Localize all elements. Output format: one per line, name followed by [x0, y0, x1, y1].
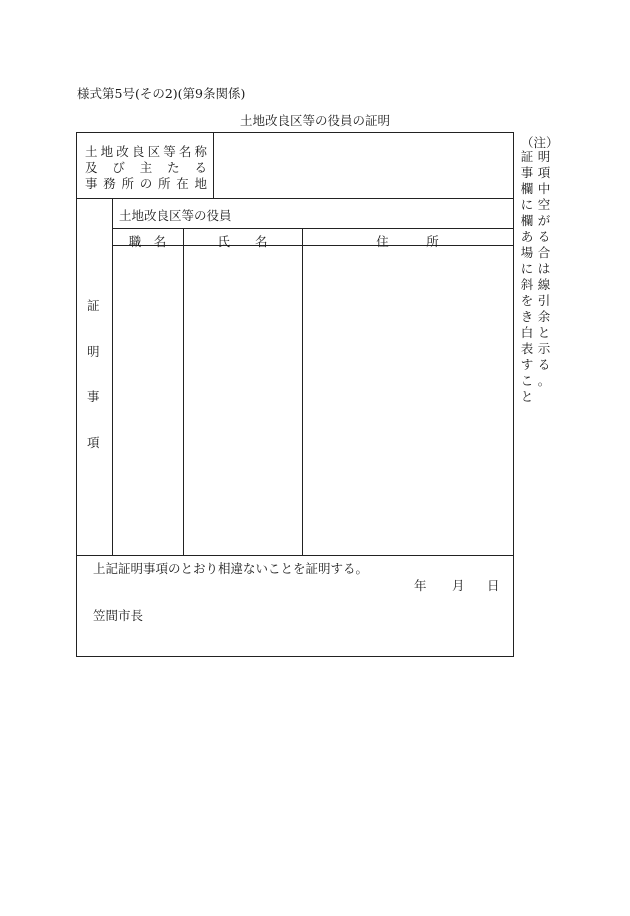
certification-divider: [77, 555, 513, 556]
note-char: 合: [537, 245, 551, 260]
note-char: に: [520, 197, 534, 212]
note-char: に: [520, 261, 534, 276]
column-header-position: 職 名: [128, 234, 167, 249]
section-char: 項: [87, 434, 100, 450]
note-char: 白: [520, 325, 534, 340]
note-char: 線: [537, 277, 551, 292]
date-month: 月: [452, 578, 465, 593]
section-char: 明: [87, 343, 100, 359]
header-col-divider: [213, 133, 214, 198]
column-header-address: 住 所: [376, 234, 439, 249]
note-char: 空: [537, 197, 551, 212]
note-char: 欄: [520, 213, 534, 228]
org-name-label-3: 事務所の所在地: [85, 176, 207, 191]
subheading-divider: [112, 228, 513, 229]
note-char: 表: [520, 341, 534, 356]
org-name-label-1: 土地改良区等名称: [85, 144, 207, 159]
header-row-divider: [77, 198, 513, 199]
note-char: が: [537, 213, 551, 228]
section-char: 事: [87, 389, 100, 404]
note-char: と: [520, 389, 534, 404]
section-label: [87, 300, 100, 449]
note-char: 斜: [520, 277, 534, 292]
column-header-name: 氏 名: [217, 234, 268, 249]
officers-heading: 土地改良区等の役員: [119, 208, 232, 223]
note-char: 証: [520, 149, 534, 164]
note-char: は: [537, 261, 551, 276]
note-char: 示: [537, 341, 551, 356]
note-char: す: [520, 357, 534, 372]
certification-text: 上記証明事項のとおり相違ないことを証明する。: [93, 561, 369, 576]
note-char: 場: [520, 245, 534, 260]
note-char: 中: [537, 181, 551, 196]
section-label-divider: [112, 198, 113, 555]
note-char: 項: [537, 165, 551, 180]
section-char: 証: [87, 298, 100, 313]
note-char: き: [520, 309, 534, 324]
note-char: る: [537, 357, 551, 372]
note-char: 。: [537, 373, 551, 388]
note-char: 事: [520, 165, 534, 180]
note-char: 余: [537, 309, 551, 324]
note-char: る: [537, 229, 551, 244]
note-char: と: [537, 325, 551, 340]
note-column-left: [520, 149, 534, 405]
org-name-label-2: 及 び 主 た る: [85, 160, 207, 175]
note-heading: （注）: [521, 135, 559, 150]
note-char: 明: [537, 149, 551, 164]
form-number-label: 様式第5号(その2)(第9条関係): [77, 86, 246, 101]
col-divider-1: [183, 228, 184, 555]
note-char: 欄: [520, 181, 534, 196]
date-year: 年: [414, 578, 427, 593]
certificate-table: [76, 132, 514, 657]
document-title: 土地改良区等の役員の証明: [239, 113, 390, 128]
note-char: あ: [520, 229, 534, 244]
signer-title: 笠間市長: [93, 608, 144, 623]
note-char: を: [520, 293, 534, 308]
note-char: 引: [537, 293, 551, 308]
note-char: こ: [520, 373, 534, 388]
date-day: 日: [487, 578, 500, 593]
note-column-right: [537, 149, 551, 389]
col-divider-2: [302, 228, 303, 555]
